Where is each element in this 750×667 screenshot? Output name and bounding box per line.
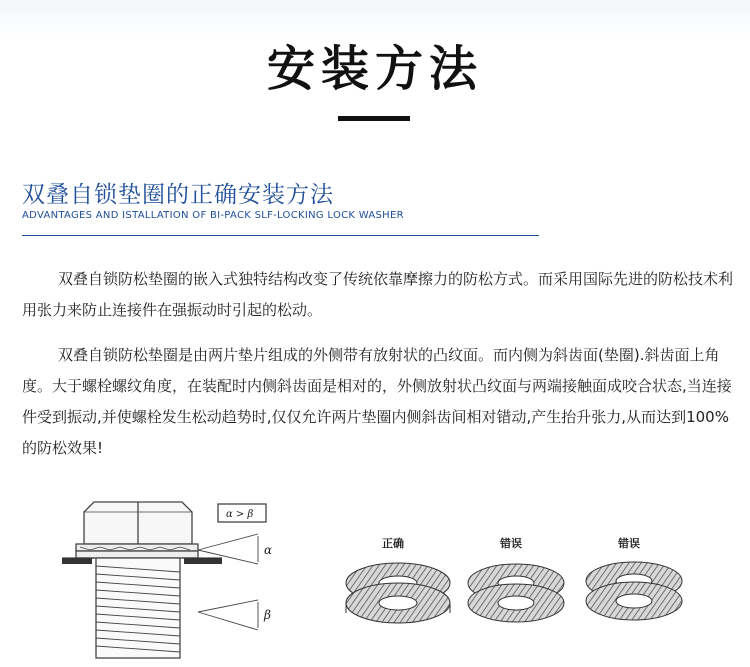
washer-diagrams [338, 555, 698, 655]
washer-bottom [76, 551, 198, 558]
plate-hatch-left [62, 558, 92, 564]
title-underline [338, 116, 410, 121]
section-subtitle: ADVANTAGES AND ISTALLATION OF BI-PACK SLF-LOCKING LOCK WASHER [22, 210, 404, 221]
ratio-label: α > β [226, 509, 254, 520]
washer-label-wrong-2: 错误 [618, 537, 640, 550]
washer-label-correct: 正确 [382, 537, 404, 550]
washer-correct [346, 563, 450, 623]
washer-wrong-1 [468, 564, 564, 622]
beta-label: β [264, 608, 271, 622]
plate-hatch-right [184, 558, 222, 564]
paragraph-2-text: 双叠自锁防松垫圈是由两片垫片组成的外侧带有放射状的凸纹面。而内侧为斜齿面(垫圈).斜齿面上角度。大于螺栓螺纹角度，在装配时内侧斜齿面是相对的，外侧放射状凸纹面与两端接触面成咬合状态,当连接件受到振动,并使螺栓发生松动趋势时,仅仅允许两片垫圈内侧斜齿间相对错动,产生抬升张力,从而达到100%的防松效果! [22, 346, 732, 457]
washer-label-wrong-1: 错误 [500, 537, 522, 550]
paragraph-1-text: 双叠自锁防松垫圈的嵌入式独特结构改变了传统依靠摩擦力的防松方式。而采用国际先进的防松技术利用张力来防止连接件在强振动时引起的松动。 [22, 270, 734, 319]
page-title: 安装方法 [266, 41, 483, 97]
washer-wrong-2 [586, 562, 682, 620]
paragraph-1 [22, 264, 734, 326]
alpha-label: α [264, 543, 273, 557]
bolt-angle-diagram [62, 494, 292, 659]
section-title: 双叠自锁垫圈的正确安装方法 [22, 182, 334, 208]
paragraph-2 [22, 340, 734, 464]
section-divider [22, 235, 539, 236]
